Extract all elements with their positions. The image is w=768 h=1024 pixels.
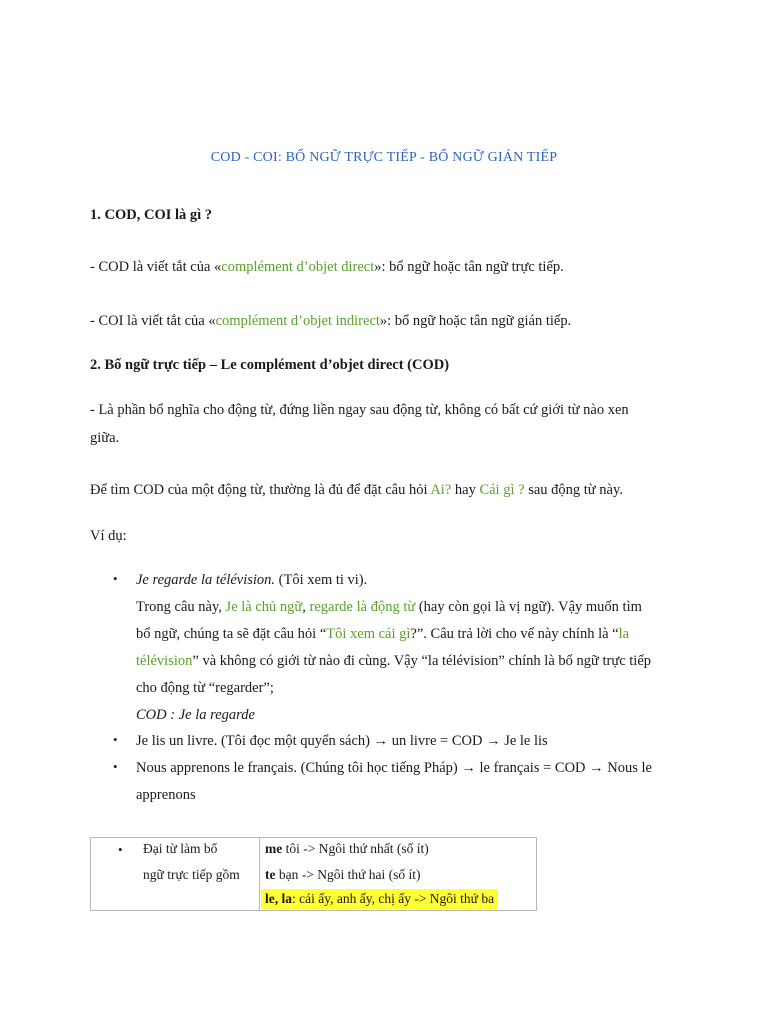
coi-definition	[90, 311, 571, 331]
pronoun-me: me	[265, 841, 283, 856]
pronoun-te: te	[265, 867, 276, 882]
example1-verb-note: regarde là động từ	[309, 599, 416, 615]
find-pre: Để tìm COD của một động từ, thường là đủ để đặt câu hỏi	[90, 482, 431, 498]
example1-text: Trong câu này,	[136, 599, 226, 615]
coi-def-post: »: bổ ngữ hoặc tân ngữ gián tiếp.	[379, 313, 572, 329]
example1-text: bổ ngữ, chúng ta sẽ đặt câu hỏi “	[136, 626, 327, 642]
example-label: Ví dụ:	[90, 528, 127, 544]
example2: Je lis un livre. (Tôi đọc một quyển sách) → un livre = COD → Je le lis	[136, 733, 548, 749]
bullet-icon: •	[113, 732, 118, 747]
example1-line4	[136, 651, 651, 671]
cod-definition	[90, 257, 564, 277]
find-mid: hay	[451, 482, 480, 498]
document-title: COD - COI: BỔ NGỮ TRỰC TIẾP - BỔ NGỮ GIÁN TIẾP	[210, 150, 558, 165]
pronoun-me-desc: tôi -> Ngôi thứ nhất (số ít)	[282, 841, 429, 856]
example1-line2	[136, 597, 642, 617]
example3-line2: apprenons	[136, 787, 196, 803]
pronoun-le-la-desc: : cái ấy, anh ấy, chị ấy -> Ngôi thứ ba	[292, 891, 495, 906]
find-q1: Ai?	[430, 482, 452, 498]
pronoun-table	[90, 837, 537, 911]
example1-answer: la	[618, 626, 630, 642]
cod-def-term: complément d’objet direct	[221, 259, 375, 275]
cod-def-post: »: bổ ngữ hoặc tân ngữ trực tiếp.	[374, 259, 564, 275]
example1-sentence: Je regarde la télévision.	[136, 572, 276, 588]
bullet-icon: •	[118, 842, 123, 857]
find-post: sau động từ này.	[524, 482, 623, 498]
section1-heading: 1. COD, COI là gì ?	[90, 207, 213, 223]
table-left-line2: ngữ trực tiếp gồm	[143, 867, 240, 882]
example1-translation: (Tôi xem ti vi).	[275, 572, 368, 588]
section2-heading: 2. Bổ ngữ trực tiếp – Le complément d’objet direct (COD)	[90, 357, 450, 373]
pronoun-te-desc: bạn -> Ngôi thứ hai (số ít)	[275, 867, 421, 882]
example1-line3	[136, 624, 629, 644]
example1-cod-result: COD : Je la regarde	[136, 707, 255, 723]
example1-text: ” và không có giới từ nào đi cùng. Vậy “la télévision” chính là bổ ngữ trực tiếp	[192, 653, 652, 669]
pronoun-le-la: le, la	[265, 891, 292, 906]
example1-text: ?”. Câu trả lời cho vế này chính là “	[410, 626, 619, 642]
coi-def-pre: - COI là viết tắt của «	[90, 313, 216, 329]
example1-text: (hay còn gọi là vị ngữ). Vậy muốn tìm	[415, 599, 642, 615]
table-divider	[259, 838, 260, 910]
bullet-icon: •	[113, 571, 118, 586]
find-cod-sentence	[90, 480, 623, 500]
example1-answer: télévision	[136, 653, 193, 669]
explanation-line1: - Là phần bổ nghĩa cho động từ, đứng liền ngay sau động từ, không có bất cứ giới từ nào xen	[90, 402, 629, 418]
example1-line5: cho động từ “regarder”;	[136, 680, 274, 696]
table-left-line1: Đại từ làm bổ	[143, 841, 218, 856]
cod-def-pre: - COD là viết tắt của «	[90, 259, 222, 275]
table-row	[265, 836, 429, 862]
example1-text: ,	[302, 599, 310, 615]
coi-def-term: complément d’objet indirect	[215, 313, 380, 329]
table-row	[265, 862, 421, 888]
example3-line1: Nous apprenons le français. (Chúng tôi học tiếng Pháp) → le français = COD → Nous le	[136, 760, 652, 776]
bullet-icon: •	[113, 759, 118, 774]
table-row-highlighted	[261, 889, 498, 909]
find-q2: Cái gì ?	[479, 482, 525, 498]
example1-line1	[136, 570, 367, 590]
example1-subject-note: Je là chủ ngữ	[225, 599, 303, 615]
example1-question: Tôi xem cái gì	[326, 626, 411, 642]
explanation-line2: giữa.	[90, 430, 120, 446]
